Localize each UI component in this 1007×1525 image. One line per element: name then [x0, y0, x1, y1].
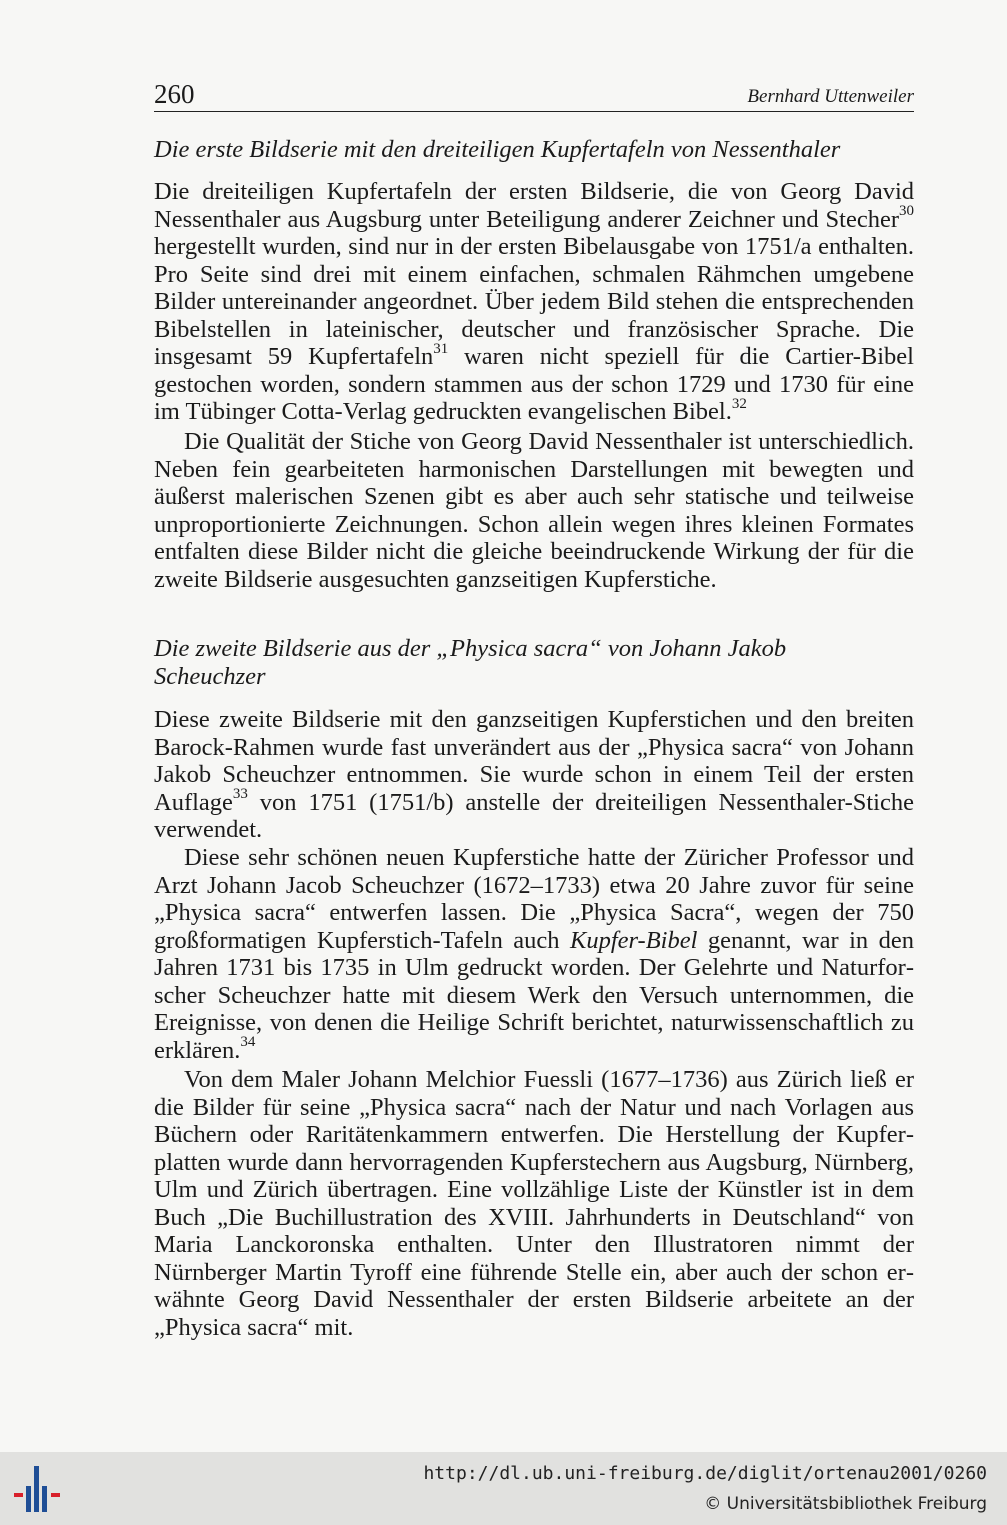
running-head-author: Bernhard Uttenweiler [747, 86, 914, 107]
footnote-ref[interactable]: 34 [240, 1034, 256, 1051]
logo-bar [14, 1493, 23, 1497]
text-run: Diese zweite Bildserie mit den ganzseitigen Kupferstichen und den breiten Barock-Rahmen wurde fast unverändert aus der „Physica sacra“ von Johann Jakob Scheuchzer entnommen. Sie wurde schon in einem Teil der ersten Auflage [154, 706, 914, 816]
paragraph-first-series-intro [154, 178, 914, 426]
ub-freiburg-logo-icon[interactable] [14, 1466, 64, 1514]
text-run: Die dreiteiligen Kupfertafeln der ersten Bildserie, die von Georg David Nessenthaler aus Augsburg unter Beteiligung anderer Zeichner und Stecher [154, 178, 914, 233]
heading-line: Die zweite Bildserie aus der „Physica sacra“ von Johann Jakob [154, 635, 787, 662]
logo-bar [34, 1466, 39, 1512]
page-header [154, 78, 914, 112]
footnote-ref[interactable]: 32 [731, 395, 747, 412]
paragraph-scheuchzer [154, 844, 914, 1064]
text-run: Diese sehr schönen neuen Kupferstiche hatte der Züricher Professor und Arzt Johann Jacob Scheuchzer (1672–1733) etwa 20 Jahre zuvor für seine „Physica sacra“ entwerfen lassen. Die „Physica Sacra“, wegen der 750 großformatigen Kupferstich-Tafeln auch [154, 844, 914, 954]
copyright-notice: © Universitätsbibliothek Freiburg [704, 1494, 987, 1514]
permalink-url[interactable]: http://dl.ub.uni-freiburg.de/diglit/ortenau2001/0260 [423, 1463, 987, 1484]
section-heading-second-series [154, 635, 874, 691]
logo-bar [51, 1493, 60, 1497]
text-run: genannt, war in den Jahren 1731 bis 1735 in Ulm gedruckt worden. Der Gelehrte und Naturforscher Scheuchzer hatte mit diesem Werk den Versuch unternommen, die Ereignisse, von denen die Heilige Schrift berichtet, naturwissenschaftlich zu erklären. [154, 926, 914, 1064]
section-heading-first-series: Die erste Bildserie mit den dreiteiligen Kupfertafeln von Nessenthaler [154, 136, 841, 163]
text-run: waren nicht speziell für die Cartier-Bibel gestochen worden, sondern stammen aus der schon 1729 und 1730 für eine im Tübinger Cotta-Verlag gedruckten evangelischen Bibel. [154, 343, 914, 425]
paragraph-second-series-intro [154, 706, 914, 844]
italic-term: Kupfer-Bibel [569, 926, 698, 954]
logo-bar [26, 1486, 31, 1512]
text-run: hergestellt wurden, sind nur in der ersten Bibelausgabe von 1751/a enthalten. Pro Seite sind drei mit einem einfachen, schmalen Rähmchen umgebene Bilder untereinander angeordnet. Über jedem Bild stehen die entsprechenden Bibelstellen in lateinischer, deutscher und französischer Sprache. Die insgesamt 59 Kupfertafeln [154, 233, 914, 370]
heading-line: Scheuchzer [154, 663, 266, 690]
footnote-ref[interactable]: 30 [899, 203, 914, 220]
viewer-footer [0, 1452, 1007, 1525]
page-number: 260 [154, 79, 195, 109]
paragraph-fuessli: Von dem Maler Johann Melchior Fuessli (1677–1736) aus Zürich ließ er die Bilder für seine „Physica sacra“ nach der Natur und nach Vorlagen aus Büchern oder Raritätenkammern entwerfen. Die Herstellung der Kupferplatten wurde dann hervorragenden Kupferstechern aus Augsburg, Nürnberg, Ulm und Zürich übertragen. Eine vollzählige Liste der Künstler ist in dem Buch „Die Buchillustration des XVIII. Jahrhunderts in Deutschland“ von Maria Lanckoronska enthalten. Unter den Illustratoren nimmt der Nürnberger Martin Tyroff eine führende Stelle ein, aber auch der schon erwähnte Georg David Nessenthaler der ersten Bildserie arbeitete an der „Physica sacra“ mit. [154, 1066, 914, 1341]
text-run: von 1751 (1751/b) anstelle der dreiteiligen Nessenthaler-Stiche verwendet. [154, 788, 914, 843]
footnote-ref[interactable]: 31 [433, 340, 449, 357]
logo-bar [42, 1486, 47, 1512]
paragraph-first-series-quality: Die Qualität der Stiche von Georg David Nessenthaler ist unterschiedlich. Neben fein gearbeiteten harmonischen Darstellungen mit bewegten und äußerst malerischen Szenen gibt es aber auch sehr statische und teilweise unproportionierte Zeichnungen. Schon allein wegen ihres kleinen Formates entfalten diese Bilder nicht die gleiche beeindruckende Wirkung der für die zweite Bildserie ausgesuchten ganzseitigen Kupferstiche. [154, 428, 914, 593]
footnote-ref[interactable]: 33 [232, 786, 248, 803]
